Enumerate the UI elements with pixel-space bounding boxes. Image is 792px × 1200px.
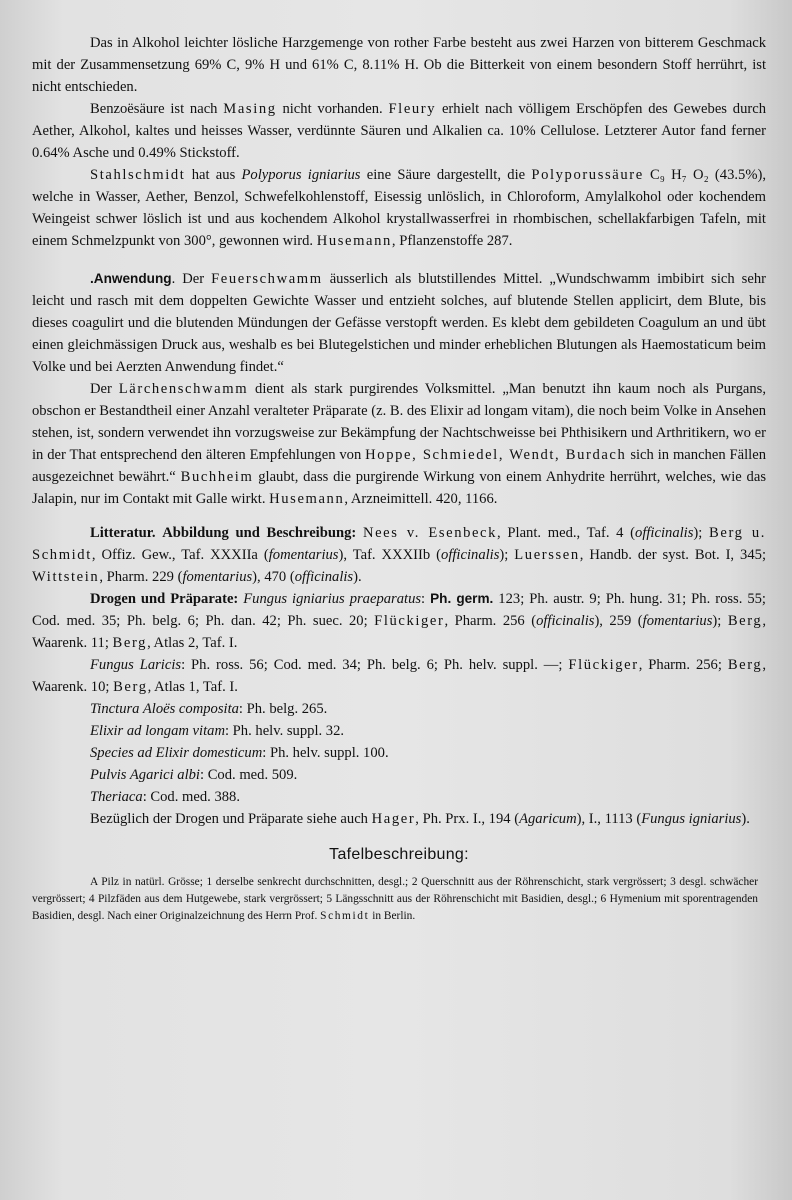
author-name: Masing (223, 101, 277, 117)
literature-drugs: Drogen und Präparate: Fungus igniarius praeparatus: Ph. germ. 123; Ph. austr. 9; Ph. hung. 31; Ph. ross. 55; Cod. med. 35; Ph. belg. 6; Ph. dan. 42; Ph. suec. 20; Flückiger, Pharm. 256 (officinalis), 259 (fomentarius); Berg, Waarenk. 11; Berg, Atlas 2, Taf. I. (32, 591, 766, 651)
literature-theriaca: Theriaca: Cod. med. 388. (90, 789, 240, 805)
illustration-heading: Abbildung und Beschreibung: (162, 525, 357, 541)
literature-species: Species ad Elixir domesticum: Ph. helv. suppl. 100. (90, 745, 389, 761)
literature-illustrations: Litteratur. Abbildung und Beschreibung: Nees v. Esenbeck, Plant. med., Taf. 4 (officinalis); Berg u. Schmidt, Offiz. Gew., Taf. XXXIIa (fomentarius), Taf. XXXIIb (officinalis); Luerssen, Handb. der syst. Bot. I, 345; Wittstein, Pharm. 229 (fomentarius), 470 (officinalis). (32, 525, 766, 585)
paragraph-laerchenschwamm: Der Lärchenschwamm dient als stark purgirendes Volksmittel. „Man benutzt ihn kaum noch als Purgans, obschon er Bestandtheil einer Anzahl veralteter Präparate (z. B. des Elixir ad longam vitam), die noch beim Volke in Ansehen stehen, ist, sondern verwendet ihn vorzugsweise zur Bekämpfung der Nachtschweisse bei Phthisikern und Arthritikern, wo er in der That entsprechend den älteren Empfehlungen von Hoppe, Schmiedel, Wendt, Burdach sich in manchen Fällen ausgezeichnet bewährt.“ Buchheim glaubt, dass die purgirende Wirkung von einem Anhydrite herrührt, welches, wie das Jalapin, nur im Contakt mit Galle wirkt. Husemann, Arzneimittell. 420, 1166. (32, 381, 767, 507)
literature-see-also: Bezüglich der Drogen und Präparate siehe auch Hager, Ph. Prx. I., 194 (Agaricum), I., 1113 (Fungus igniarius). (90, 811, 750, 827)
author-name: Buchheim (180, 469, 254, 485)
author-names: Hoppe, Schmiedel, Wendt, Burdach (365, 447, 627, 463)
section-heading-anwendung: .Anwendung (90, 271, 172, 286)
plate-description-title: Tafelbeschreibung: (329, 846, 469, 863)
literature-elixir: Elixir ad longam vitam: Ph. helv. suppl. 32. (90, 723, 345, 739)
literature-section (32, 522, 766, 830)
paragraph-benzoic-acid: Benzoësäure ist nach Masing nicht vorhanden. Fleury erhielt nach völligem Erschöpfen des Gewebes durch Aether, Alkohol, kaltes und heisses Wasser, verdünnte Säuren und Alkalien ca. 10% Cellulose. Letzterer Autor fand ferner 0.64% Asche und 0.49% Stickstoff. (32, 101, 767, 161)
species-name: Polyporus igniarius (241, 167, 361, 183)
term-laerchenschwamm: Lärchenschwamm (118, 381, 249, 397)
paragraph-anwendung: .Anwendung. Der Feuerschwamm äusserlich als blutstillendes Mittel. „Wundschwamm imbibirt sich sehr leicht und rasch mit dem doppelten Gewichte Wasser und entzieht solches, auf blutende Stellen applicirt, dem Blute, bis dieses coagulirt und die blutenden Mündungen der Gefässe verstopft werden. Es klebt dem gebildeten Coagulum an und übt einen gleichmässigen Druck aus, weshalb es bei Blutegelstichen und minder erheblichen Blutungen als Haemostaticum beim Volke und bei Aerzten Anwendung findet.“ (32, 271, 766, 375)
author-name: Husemann (316, 233, 392, 249)
literature-pulvis: Pulvis Agarici albi: Cod. med. 509. (90, 767, 298, 783)
author-name: Fleury (388, 101, 437, 117)
author-name: Husemann (269, 491, 345, 507)
literature-fungus-laricis: Fungus Laricis: Ph. ross. 56; Cod. med. 34; Ph. belg. 6; Ph. helv. suppl. —; Flückiger, Pharm. 256; Berg, Waarenk. 10; Berg, Atlas 1, Taf. I. (32, 657, 766, 695)
literature-heading: Litteratur. (90, 525, 156, 541)
paragraph-polyporus-acid: Stahlschmidt hat aus Polyporus igniarius eine Säure dargestellt, die Polyporussäure C₉ H₇ O₂ (43.5%), welche in Wasser, Aether, Benzol, Schwefelkohlenstoff, Eisessig unlöslich, in Chloroform, Amylalkohol oder kochendem Weingeist schwer löslich ist und aus kochendem Alkohol krystallwasserfrei in rhombischen, schellakfarbigen Tafeln, mit einem Schmelzpunkt von 300°, gewonnen wird. Husemann, Pflanzenstoffe 287. (32, 167, 767, 249)
author-name: Stahlschmidt (90, 167, 186, 183)
term-feuerschwamm: Feuerschwamm (211, 271, 323, 287)
acid-name: Polyporussäure (531, 167, 644, 183)
drugs-heading: Drogen und Präparate: (90, 591, 239, 607)
plate-description-text: A Pilz in natürl. Grösse; 1 derselbe senkrecht durchschnitten, desgl.; 2 Querschnitt aus der Röhrenschicht, stark vergrössert; 3 desgl. schwächer vergrössert; 4 Pilzfäden aus dem Hutgewebe, stark vergrössert; 5 Längsschnitt aus der Röhrenschicht mit Basidien, desgl.; 6 Hymenium mit sporentragenden Basidien, desgl. Nach einer Originalzeichnung des Herrn Prof. Schmidt in Berlin. (32, 876, 758, 922)
literature-tinctura: Tinctura Aloës composita: Ph. belg. 265. (90, 701, 328, 717)
paragraph-resin: Das in Alkohol leichter lösliche Harzgemenge von rother Farbe besteht aus zwei Harzen von bitterem Geschmack mit der Zusammensetzung 69% C, 9% H und 61% C, 8.11% H. Ob die Bitterkeit von einem besondern Stoff herrührt, ist nicht entschieden. (32, 35, 766, 95)
